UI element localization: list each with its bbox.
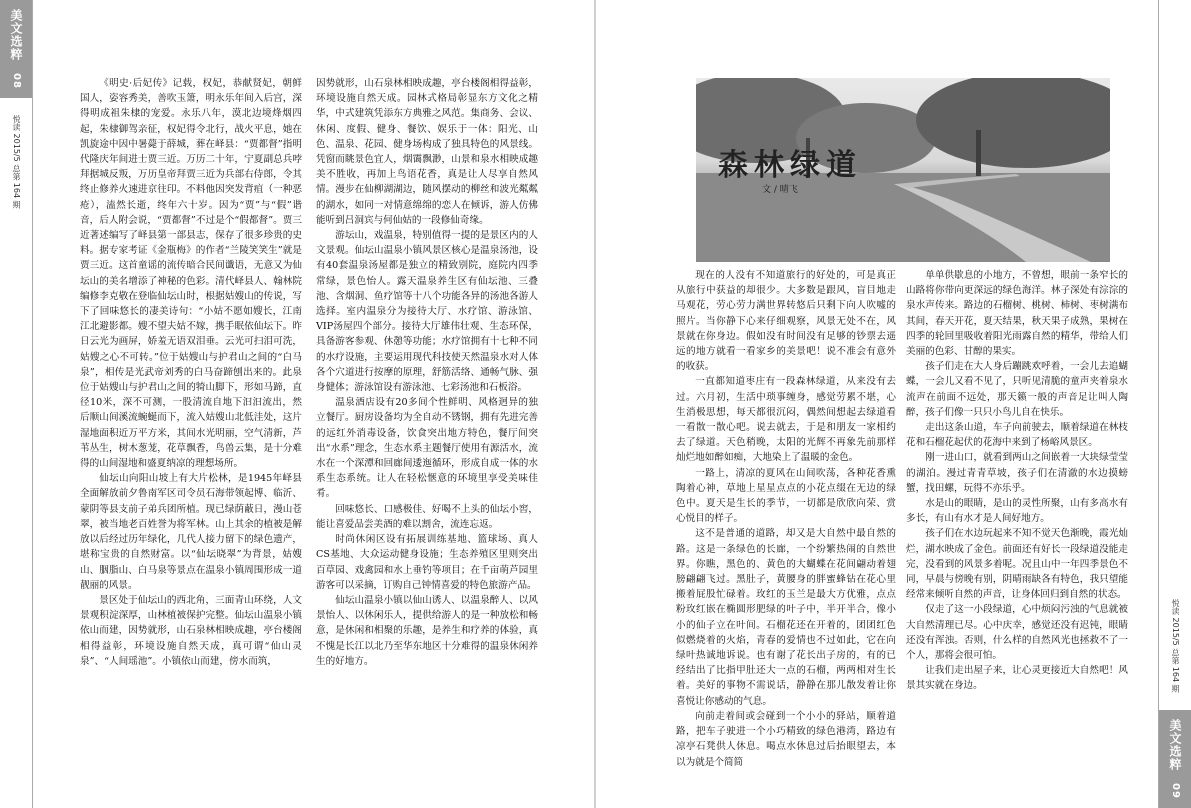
paragraph: 一路上，清凉的夏风在山间吹荡，各种花香熏陶着心神，草地上星星点点的小花点缀在无边的绿色中。夏天是生长的季节，一切都是欣欣向荣、赏心悦目的样子。: [676, 467, 896, 525]
paragraph: 仙坛山温泉小镇以仙山诱人、以温泉醉人、以风景怡人、以休闲乐人，提供给游人的是一种放松和畅意，是休闲和相聚的乐趣，是养生和疗养的体验，真不愧是长江以北乃至华东地区十分难得的温泉休闲养生的好地方。: [316, 594, 538, 667]
right-margin-strip: [1158, 0, 1191, 808]
paragraph: 回味悠长、口感极佳、好喝不上头的仙坛小窖，能让喜爱品尝美酒的难以割舍，流连忘返。: [316, 503, 538, 530]
paragraph: 因势就形，山石泉林相映成趣，亭台楼阁相得益彰，环境设施自然天成。园林式格局彰显东方文化之精华，中式建筑凭添东方典雅之风范。集商务、会议、休闲、度假、健身、餐饮、娱乐于一体：阳光、山色、温泉、花园、健身场构成了独具特色的风景线。凭窗而眺景色宜人，烟霭飘渺，山景和泉水相映成趣美不胜收，再加上鸟语花香，真是让人尽享自然风情。漫步在仙柳湖湖边，随风摆动的柳丝和波光粼粼的湖水，如同一对情意绵绵的恋人在倾诉，游人仿佛能听到吕洞宾与何仙姑的一段修仙奇缘。: [316, 78, 538, 226]
left-column-2: [316, 76, 538, 669]
paragraph: 水是山的眼睛，是山的灵性所聚，山有多高水有多长，有山有水才是人间好地方。: [906, 498, 1128, 525]
paragraph: 单单供歇息的小地方，不曾想，眼前一条窄长的山路将你带向更深远的绿色海洋。林子深处有淙淙的泉水声传来。路边的石榴树、桃树、柿树、枣树满布其间，春天开花，夏天结果，秋天果子成熟，果树在四季的轮回里吸收着阳光雨露自然的精华，带给人们美丽的色彩、甘醇的果实。: [906, 270, 1128, 358]
paragraph: 向前走着间或会碰到一个小小的驿站，顺着道路，把车子驶进一个小巧精致的绿色港湾，路边有凉亭石凳供人休息。喝点水休息过后抬眼望去，本以为就是个简简: [676, 710, 896, 768]
left-brand-text: 美文选粹: [9, 9, 23, 62]
paragraph: 《明史·后妃传》记载，权妃，恭献贤妃，朝鲜国人，姿容秀美，善吹玉箫，明永乐年间入后宫，深得明成祖朱棣的宠爱。永乐八年，漠北边境烽烟四起，朱棣御驾亲征，权妃得令北行，战火平息，她在凯旋途中因中暑薨于薛城，葬在峄县：“贾都督”指明代隆庆年间进士贾三近。万历二十年，宁夏副总兵哱拜据城反叛，万历皇帝拜贾三近为兵部右侍郎，令其终止修养火速进京往印。不料他因突发背疽（一种恶疮），溘然长逝，终年六十岁。因为“贾”与“假”谐音，后人附会说，“贾都督”不过是个“假都督”。贾三近著述编写了峄县第一部县志，保存了很多珍贵的史料。据专家考证《金瓶梅》的作者“兰陵笑笑生”就是贾三近。这首童谣的流传暗合民间谶语，无意又为仙坛山的美名增添了神秘的色彩。清代峄县人、翰林院编修李克敬在登临仙坛山时，根据姑嫂山的传说，写下了回味悠长的凄美诗句：“小姑不愿如嫂长，江南江北避影都。嫂不望夫姑不嫁，携手眠依仙坛下。昨日云光为画屏，娇羞无语双泪垂。云光可扫泪可洗，姑嫂之心不可转。”位于姑嫂山与护君山之间的“白马泉”，相传是光武帝刘秀的白马奋蹄刨出来的。此泉位于姑嫂山与护君山之间的犄山脚下，形如马蹄，直径10米，深不可测，一股清流自地下汩汩流出，然后顺山间溪流蜿蜒而下，流入姑嫂山北低洼处，这片湿地面积近万平方米，其间水光明丽，空气清新，芦苇丛生，树木葱茏，花草飘香，鸟兽云集，是十分难得的山间湿地和盛夏纳凉的理想场所。: [80, 78, 302, 470]
paragraph: 孩子们在水边玩起来不知不觉天色渐晚，霞光灿烂，湖水映成了金色。前面还有好长一段绿道没能走完，没看到的风景多着呢。况且山中一年四季景色不同，早晨与傍晚有别，阴晴雨缺各有特色，我只望能经常来倾听自然的声音，让身体回归到自然的状态。: [906, 528, 1128, 601]
paragraph: 这不是普通的道路，却又是大自然中最自然的路。这是一条绿色的长廊，一个纷繁热闹的自然世界。你瞧，黑色的、黄色的大蝴蝶在花间翩动着翅膀翩翩飞过。黑肚子，黄腰身的胖蜜蜂钻在花心里搬着屁股忙碌着。玫红的玉兰是最大方优雅，点点粉玫红嵌在椭圆形肥绿的叶子中，半开半合，像小小的仙子立在叶间。石榴花还在开着的，团团红色似燃烧着的火焰，青春的爱情也不过如此，它在向绿叶热诚地诉说。也有谢了花长出子房的，有的已经结出了比指甲肚还大一点的石榴，两两相对生长着。美好的事物不需说话，静静在那儿散发着让你喜悦让你感动的气息。: [676, 528, 896, 707]
paragraph: 孩子们走在大人身后蹦跳欢呼着，一会儿去追蝴蝶，一会儿又看不见了，只听见清脆的童声夹着泉水流声在前面不远处，那天籁一般的声音足让叫人陶醉，孩子们像一只只小鸟儿自在快乐。: [906, 361, 1128, 418]
header-photo: [696, 78, 1110, 262]
right-page: [596, 0, 1191, 808]
right-column-2: [906, 268, 1128, 694]
left-issue-info: 悦读 2015/5 总第 164 期: [12, 115, 21, 209]
paragraph: 走出这条山道，车子向前驶去，顺着绿道在林枝花和石榴花起伏的花海中来到了杨峪风景区。: [906, 422, 1128, 449]
right-column-1: [676, 268, 896, 770]
right-section-brand: [1159, 710, 1191, 808]
left-section-brand: [0, 0, 32, 98]
right-brand-text: 美文选粹: [1168, 719, 1182, 772]
paragraph: 仅走了这一小段绿道，心中烦闷污浊的气息就被大自然清理已尽。心中庆幸，感觉还没有迟钝，眼睛还没有浑浊。否则，什么样的自然风光也拯救不了一个人，那将会很可怕。: [906, 604, 1128, 662]
article-title: 森林绿道: [718, 148, 862, 183]
paragraph: 景区处于仙坛山的西北角，三面青山环绕，人文景观积淀深厚，山林植被保护完整。仙坛山温泉小镇依山而建，因势就形，山石泉林相映成趣，亭台楼阁相得益彰，环境设施自然天成，真可谓“仙山灵泉”、“人间瑶池”。小镇依山而建，傍水而筑，: [80, 594, 302, 667]
paragraph: 刚一进山口，就看到两山之间嵌着一大块绿莹莹的湖泊。漫过青青草坡，孩子们在清澈的水边摸螃蟹，找田螺，玩得不亦乐乎。: [906, 452, 1128, 494]
paragraph: 时尚休闲区设有拓展训练基地、篮球场、真人CS基地、大众运动健身设施；生态养殖区里则突出百草园、戏禽园和水上垂钓等项目；在千亩萌芦园里游客可以采摘，订购自己钟情喜爱的特色旅游产品。: [316, 534, 538, 591]
article-author: 文 / 晴飞: [762, 185, 798, 195]
right-page-number: 09: [1170, 782, 1181, 799]
paragraph: 让我们走出屋子来，让心灵更接近大自然吧！风景其实就在身边。: [906, 665, 1128, 692]
paragraph: 温泉酒店设有20多间个性鲜明、风格迥异的独立餐厅。厨房设备均为全自动不锈钢，拥有先进完善的远红外消毒设备，饮食突出地方特色，餐厅间突出“水系”理念，生态水系主题餐厅使用有源活水，流水在一个深潭和回廊间逶迤循环，形成自成一体的水系生态系统。让人在轻松惬意的环境里享受美味佳肴。: [316, 397, 538, 500]
left-page: [0, 0, 595, 808]
left-margin-strip: [0, 0, 33, 808]
paragraph: 一直都知道枣庄有一段森林绿道，从来没有去过。六月初，生活中琐事缠身，感觉劳累不堪，心生消极思想，每天都很沉闷，偶然间想起去绿道看一看散一散心吧。说去就去，于是和朋友一家相约去了绿道。天色稍晚，太阳的光辉不再象先前那样灿烂地如醉如痴，大地染上了温暖的金色。: [676, 376, 896, 464]
left-column-1: [80, 76, 302, 669]
paragraph: 现在的人没有不知道旅行的好处的，可是真正从旅行中获益的却很少。大多数是跟风，盲目地走马观花，劳心劳力满世界转悠后只剩下向人吹嘘的照片。当你静下心来仔细观察，风景无处不在，风景就在你身边。假如没有时间没有足够的钞票去遥远的地方就看一看家乡的美景吧！说不准会有意外的收获。: [676, 270, 896, 373]
right-issue-info: 悦读 2015/5 总第 164 期: [1171, 599, 1180, 693]
paragraph: 仙坛山向阳山坡上有大片松林，是1945年峄县全面解放前夕鲁南军区司令员石海带领起博、临沂、蒙阴等县支前子弟兵团所植。现已绿荫蔽日，漫山苍翠，被当地老百姓誉为将军林。山上其余的植被是解放以后经过历年绿化，几代人接力留下的绿色遗产，堪称宝贵的自然财富。以“仙坛晓翠”为背景，姑嫂山、胭脂山、白马泉等景点在温泉小镇周围形成一道靓丽的风景。: [80, 473, 302, 591]
paragraph: 游坛山，戏温泉，特别值得一提的是景区内的人文景观。仙坛山温泉小镇风景区核心是温泉汤池，设有40套温泉汤屋都是独立的精致别院，庭院内四季常绿，景色怡人。露天温泉养生区有仙坛池、三叠池、含烟洞、鱼疗馆等十八个功能各异的汤池各游人选择。室内温泉分为接待大厅、水疗馆、游泳馆、VIP汤屋四个部分。接待大厅雄伟壮观、生态环保，具备游客参观、休憩等功能；水疗馆拥有十七种不同的水疗设施，主要运用现代科技使天然温泉水对人体各个穴道进行按摩的原理，舒筋活络、通畅气脉、强身健体；游泳馆设有游泳池、七彩汤池和石板浴。: [316, 230, 538, 394]
left-page-number: 08: [11, 72, 22, 89]
